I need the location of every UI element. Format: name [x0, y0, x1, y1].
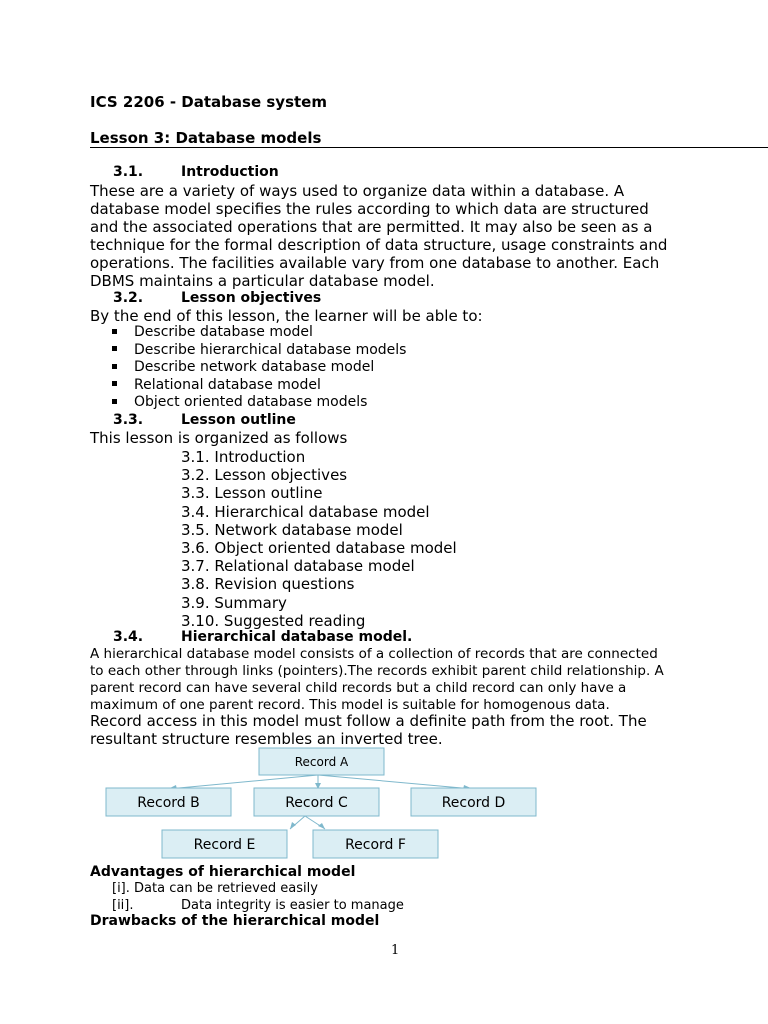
- intro-line: technique for the formal description of data structure, usage constraints and: [90, 236, 668, 254]
- node-record-e: [162, 830, 287, 858]
- node-label: Record B: [137, 795, 200, 811]
- list-item: 3.7. Relational database model: [181, 557, 415, 576]
- intro-line: These are a variety of ways used to organize data within a database. A: [90, 182, 625, 200]
- node-label: Record E: [193, 837, 256, 853]
- bullet-square-icon: [112, 381, 117, 386]
- list-item: Describe network database model: [112, 359, 406, 377]
- link-a-b: [168, 775, 318, 789]
- intro-line: database model specifies the rules according to which data are structured: [90, 200, 649, 218]
- advantage-text: Data can be retrieved easily: [134, 881, 318, 896]
- list-item: 3.1. Introduction: [181, 448, 306, 466]
- advantage-text: Data integrity is easier to manage: [181, 898, 404, 913]
- outline-lead: This lesson is organized as follows: [90, 429, 348, 447]
- objectives-lead: By the end of this lesson, the learner will be able to:: [90, 307, 483, 325]
- hierarchical-paragraph: [90, 646, 690, 714]
- section-title-outline: Lesson outline: [181, 412, 296, 428]
- list-item: 3.10. Suggested reading: [181, 611, 366, 630]
- hierarchical-line: A hierarchical database model consists of a collection of records that are connected: [90, 646, 658, 662]
- intro-line: DBMS maintains a particular database model.: [90, 272, 435, 290]
- section-title-hierarchical: Hierarchical database model.: [181, 629, 413, 645]
- outline-list: [181, 448, 457, 630]
- list-item: 3.3. Lesson outline: [181, 484, 323, 503]
- hierarchical-line: maximum of one parent record. This model is suitable for homogenous data.: [90, 697, 610, 713]
- section-number-hierarchical: 3.4.: [113, 629, 144, 645]
- lesson-title: Lesson 3: Database models: [90, 129, 322, 147]
- intro-paragraph: [90, 182, 690, 290]
- section-title-objectives: Lesson objectives: [181, 290, 322, 306]
- node-label: Record D: [441, 795, 506, 811]
- advantage-marker: [i].: [112, 881, 130, 896]
- node-record-b: [106, 788, 231, 816]
- node-record-f: [313, 830, 438, 858]
- advantage-item: [112, 881, 318, 896]
- intro-line: and the associated operations that are permitted. It may also be seen as a: [90, 218, 653, 236]
- hierarchy-diagram: [0, 745, 768, 863]
- bullet-square-icon: [112, 329, 117, 334]
- advantage-marker: [ii].: [112, 898, 134, 913]
- node-record-c: [254, 788, 379, 816]
- section-number-intro: 3.1.: [113, 164, 144, 180]
- arrow-head-e: [290, 822, 296, 829]
- section-title-intro: Introduction: [181, 164, 279, 180]
- section-number-outline: 3.3.: [113, 412, 144, 428]
- hierarchical-line: resultant structure resembles an inverted tree.: [90, 730, 443, 748]
- list-item: 3.4. Hierarchical database model: [181, 502, 430, 521]
- node-record-a: [259, 748, 384, 775]
- objectives-list: [112, 324, 406, 412]
- list-item: 3.6. Object oriented database model: [181, 538, 457, 557]
- page-number: 1: [391, 943, 400, 958]
- title-rule: [90, 147, 768, 148]
- hierarchical-line: parent record can have several child records but a child record can only have a: [90, 680, 627, 696]
- link-a-d: [318, 775, 473, 789]
- section-number-objectives: 3.2.: [113, 290, 144, 306]
- drawbacks-heading: Drawbacks of the hierarchical model: [90, 913, 380, 929]
- node-record-d: [411, 788, 536, 816]
- node-label: Record C: [285, 795, 348, 811]
- hierarchical-line: Record access in this model must follow a definite path from the root. The: [90, 712, 647, 730]
- list-item: Relational database model: [112, 377, 406, 395]
- hierarchical-paragraph-2: [90, 712, 690, 748]
- course-title: ICS 2206 - Database system: [90, 93, 327, 111]
- arrow-head-f: [318, 823, 325, 829]
- list-item: 3.2. Lesson objectives: [181, 466, 348, 485]
- list-item: Describe hierarchical database models: [112, 342, 406, 360]
- bullet-square-icon: [112, 346, 117, 351]
- hierarchical-line: to each other through links (pointers).The records exhibit parent child relationship. A: [90, 663, 664, 679]
- list-item: 3.8. Revision questions: [181, 575, 355, 594]
- node-label: Record A: [294, 755, 349, 769]
- bullet-square-icon: [112, 364, 117, 369]
- advantages-heading: Advantages of hierarchical model: [90, 864, 356, 880]
- list-item: Object oriented database models: [112, 394, 406, 412]
- advantage-item: [112, 898, 134, 913]
- intro-line: operations. The facilities available vary from one database to another. Each: [90, 254, 660, 272]
- list-item: 3.9. Summary: [181, 593, 287, 612]
- bullet-square-icon: [112, 399, 117, 404]
- list-item: Describe database model: [112, 324, 406, 342]
- list-item: 3.5. Network database model: [181, 520, 403, 539]
- node-label: Record F: [345, 837, 406, 853]
